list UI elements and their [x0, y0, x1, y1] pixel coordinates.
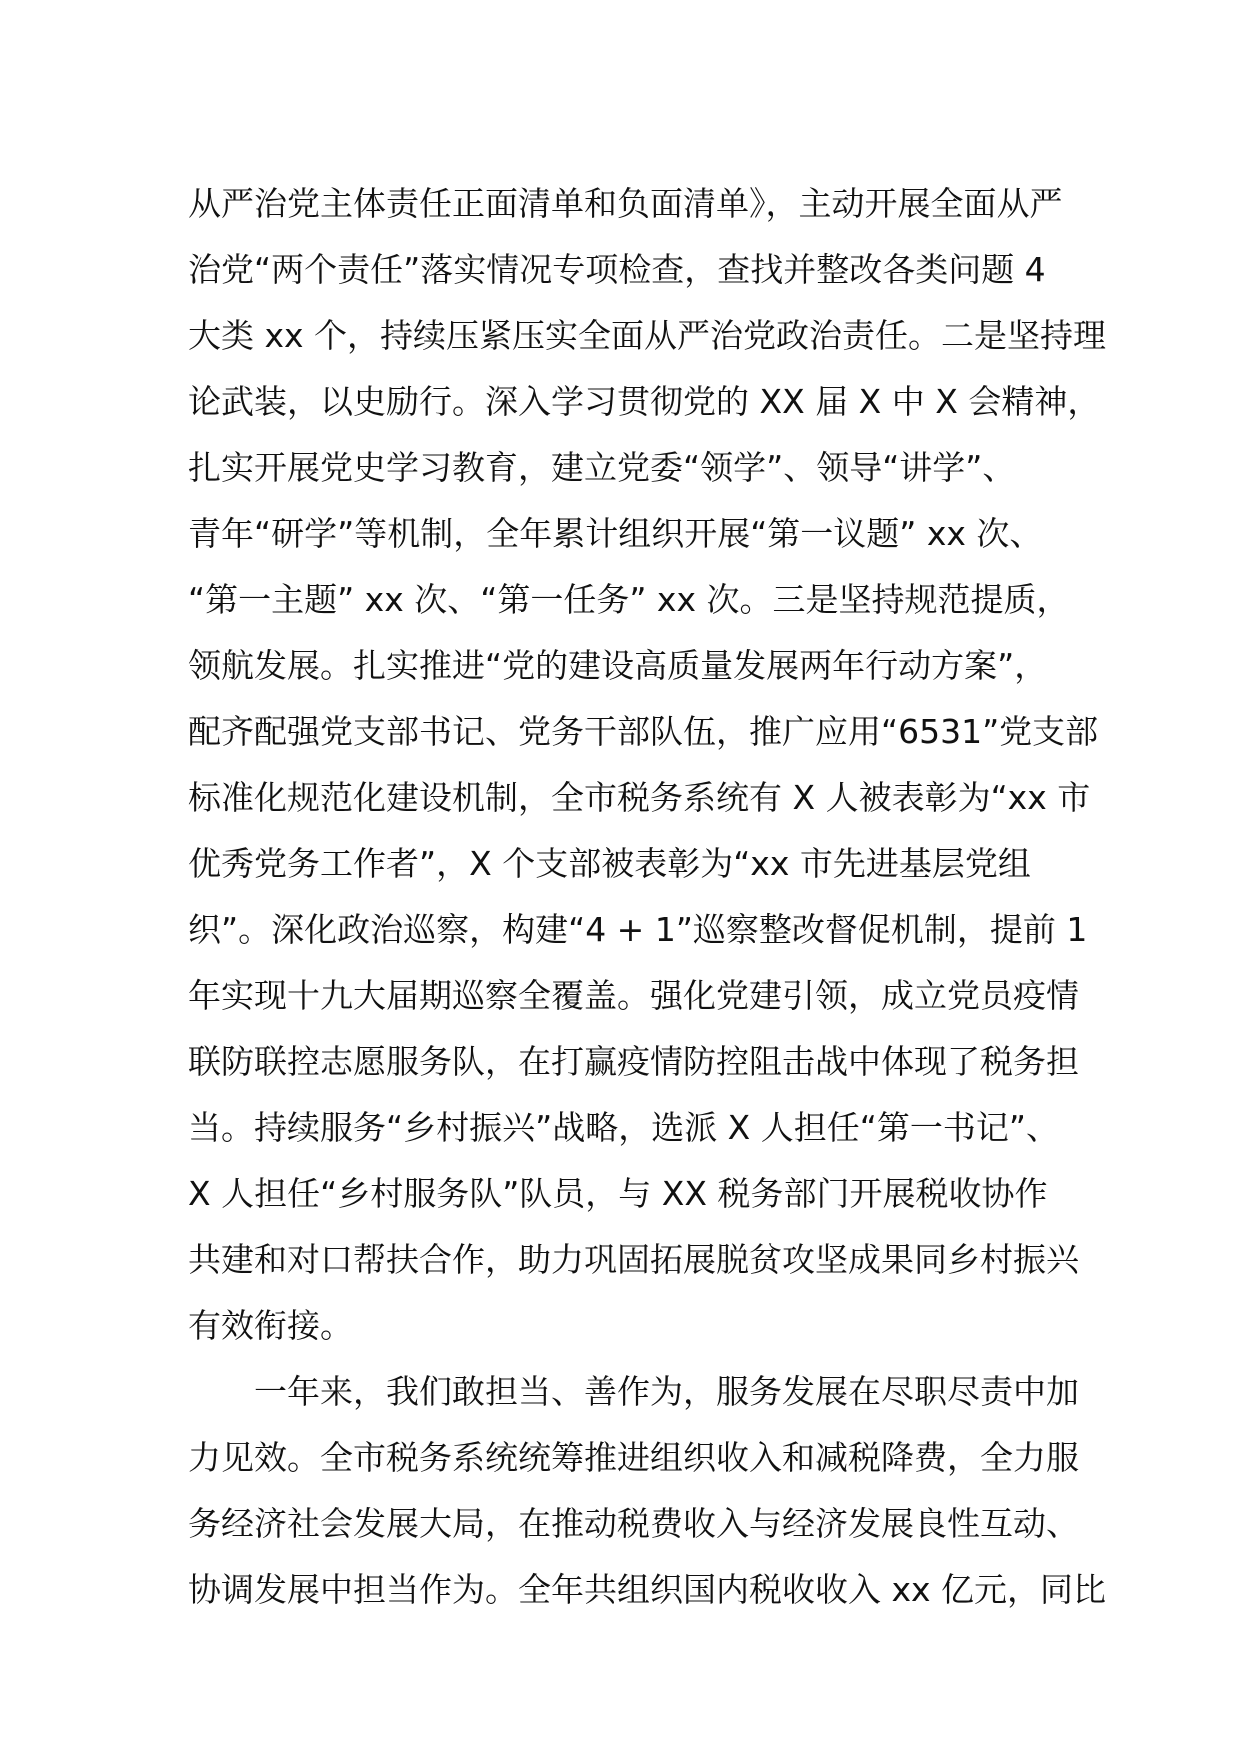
body-text — [188, 171, 1107, 1623]
text-line: 治党“两个责任”落实情况专项检查，查找并整改各类问题 4 — [188, 250, 1046, 289]
text-line: 联防联控志愿服务队，在打赢疫情防控阻击战中体现了税务担 — [188, 1042, 1079, 1081]
text-line: 大类 xx 个，持续压紧压实全面从严治党政治责任。二是坚持理 — [188, 316, 1107, 355]
text-line: 配齐配强党支部书记、党务干部队伍，推广应用“6531”党支部 — [188, 712, 1099, 751]
text-line: 务经济社会发展大局，在推动税费收入与经济发展良性互动、 — [188, 1504, 1079, 1543]
text-line: 有效衔接。 — [188, 1306, 353, 1345]
text-line: “第一主题” xx 次、“第一任务” xx 次。三是坚持规范提质， — [188, 580, 1070, 619]
paragraph-1 — [188, 171, 1107, 1359]
text-line: 一年来，我们敢担当、善作为，服务发展在尽职尽责中加 — [254, 1372, 1079, 1411]
text-line: 年实现十九大届期巡察全覆盖。强化党建引领，成立党员疫情 — [188, 976, 1079, 1015]
text-line: 协调发展中担当作为。全年共组织国内税收收入 xx 亿元，同比 — [188, 1570, 1107, 1609]
text-line: 从严治党主体责任正面清单和负面清单》，主动开展全面从严 — [188, 184, 1063, 223]
text-line: 领航发展。扎实推进“党的建设高质量发展两年行动方案”， — [188, 646, 1048, 685]
text-line: 标准化规范化建设机制，全市税务系统有 X 人被表彰为“xx 市 — [188, 778, 1091, 817]
text-line: 青年“研学”等机制，全年累计组织开展“第一议题” xx 次、 — [188, 514, 1043, 553]
text-line: 当。持续服务“乡村振兴”战略，选派 X 人担任“第一书记”、 — [188, 1108, 1059, 1147]
text-line: 论武装，以史励行。深入学习贯彻党的 XX 届 X 中 X 会精神， — [188, 382, 1101, 421]
text-line: 共建和对口帮扶合作，助力巩固拓展脱贫攻坚成果同乡村振兴 — [188, 1240, 1079, 1279]
text-line: 扎实开展党史学习教育，建立党委“领学”、领导“讲学”、 — [188, 448, 1016, 487]
text-line: 力见效。全市税务系统统筹推进组织收入和减税降费，全力服 — [188, 1438, 1079, 1477]
text-line: 织”。深化政治巡察，构建“4 + 1”巡察整改督促机制，提前 1 — [188, 910, 1088, 949]
text-line: X 人担任“乡村服务队”队员，与 XX 税务部门开展税收协作 — [188, 1174, 1048, 1213]
text-line: 优秀党务工作者”，X 个支部被表彰为“xx 市先进基层党组 — [188, 844, 1031, 883]
paragraph-2 — [188, 1359, 1107, 1623]
